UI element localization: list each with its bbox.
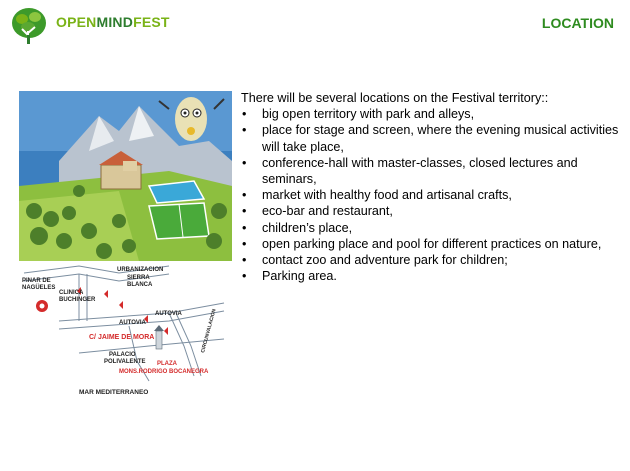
list-item: • children’s place, — [241, 220, 621, 236]
intro-text: There will be several locations on the Festival territory:: — [241, 91, 549, 105]
map-label-palacio-2: POLIVALENTE — [104, 359, 146, 365]
map-label-palacio-1: PALACIO — [109, 352, 136, 358]
map-label-clinica-1: CLINICA — [59, 290, 84, 296]
brand-part-mind: MIND — [96, 14, 134, 30]
brand-part-fest: FEST — [133, 14, 170, 30]
map-label-mons: MONS.RODRIGO BOCANEGRA — [119, 369, 209, 375]
list-item: • Parking area. — [241, 268, 621, 284]
map-label-jaime-de-mora: C/ JAIME DE MORA — [89, 334, 155, 341]
location-map-image — [19, 91, 232, 400]
brand-name — [56, 14, 170, 30]
location-description — [241, 90, 621, 284]
map-label-circunvalacion: CIRCUNVALACION — [200, 308, 218, 354]
list-item: • big open territory with park and alleys, — [241, 106, 621, 122]
list-item: • place for stage and screen, where the evening musical activities will take place, — [241, 122, 621, 154]
map-label-autovia-1: AUTOVIA — [119, 320, 146, 326]
map-label-pinar-1: PINAR DE — [22, 278, 51, 284]
map-label-blanca: BLANCA — [127, 282, 153, 288]
map-label-plaza: PLAZA — [157, 361, 177, 367]
map-label-mar-mediterraneo: MAR MEDITERRANEO — [79, 389, 149, 396]
map-label-sierra: SIERRA — [127, 275, 150, 281]
list-item: • market with healthy food and artisanal crafts, — [241, 187, 621, 203]
openmindfest-logo-icon — [8, 5, 50, 45]
location-list — [241, 106, 621, 284]
map-label-urbanizacion: URBANIZACION — [117, 267, 164, 273]
brand-part-open: OPEN — [56, 14, 97, 30]
list-item: • open parking place and pool for different practices on nature, — [241, 236, 621, 252]
list-item: • eco-bar and restaurant, — [241, 203, 621, 219]
map-label-clinica-2: BUCHINGER — [59, 297, 96, 303]
list-item: • contact zoo and adventure park for children; — [241, 252, 621, 268]
map-label-autovia-2: AUTOVIA — [155, 311, 182, 317]
list-item: • conference-hall with master-classes, closed lectures and seminars, — [241, 155, 621, 187]
map-label-pinar-2: NAGÜELES — [22, 285, 56, 291]
page-title: LOCATION — [541, 15, 614, 31]
